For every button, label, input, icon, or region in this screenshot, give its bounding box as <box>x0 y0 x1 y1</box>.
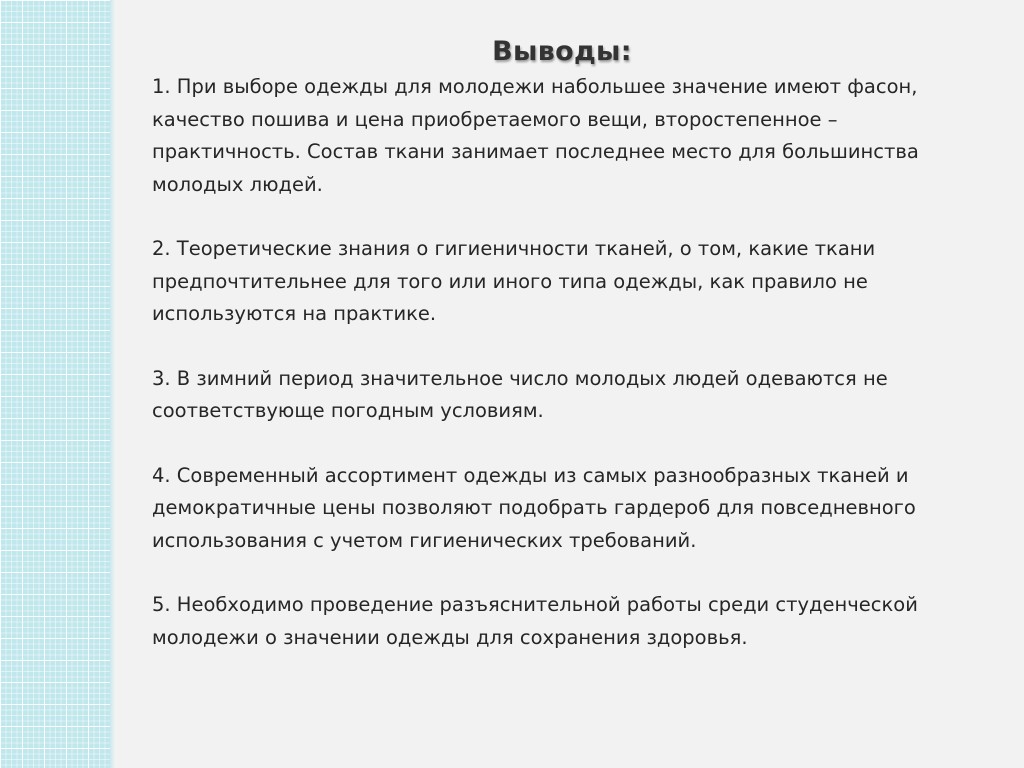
conclusion-point-2: 2. Теоретические знания о гигиеничности тканей, о том, какие ткани предпочтительнее для того или иного типа одежды, как правило не используются на практике. <box>152 237 876 325</box>
conclusion-point-5: 5. Необходимо проведение разъяснительной работы среди студенческой молодежи о значении одежды для сохранения здоровья. <box>152 593 918 649</box>
conclusion-point-3: 3. В зимний период значительное число молодых людей одеваются не соответствующе погодным условиям. <box>152 366 888 422</box>
slide-title: Выводы: <box>492 36 632 67</box>
band-edge <box>110 0 115 768</box>
conclusion-point-1: 1. При выборе одежды для молодежи набольшее значение имеют фасон, качество пошива и цена приобретаемого вещи, второстепенное –практичность. Состав ткани занимает последнее место для большинства молодых людей. <box>152 75 919 196</box>
conclusion-point-4: 4. Современный ассортимент одежды из самых разнообразных тканей и демократичные цены позволяют подобрать гардероб для повседневного использования с учетом гигиенических требований. <box>152 463 916 552</box>
decorative-grid-band <box>0 0 110 768</box>
slide-content <box>152 36 972 686</box>
